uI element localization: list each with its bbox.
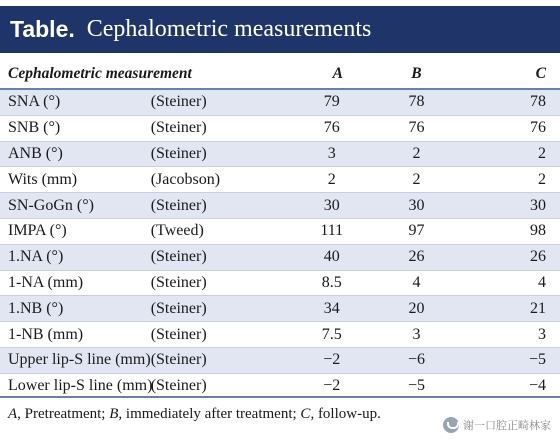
cell-a: 7.5 xyxy=(321,325,342,343)
cell-a: 76 xyxy=(323,119,340,137)
table-row xyxy=(0,347,560,373)
cell-measurement: Wits (mm) xyxy=(8,170,78,188)
cell-b: 4 xyxy=(412,273,421,291)
header-row xyxy=(0,60,560,89)
cell-measurement: 1-NB (mm) xyxy=(8,325,84,343)
cell-reference: (Jacobson) xyxy=(150,170,221,188)
cell-b: 78 xyxy=(374,89,459,115)
cell-a: 111 xyxy=(320,222,344,240)
table-row xyxy=(0,141,560,167)
table-row xyxy=(0,270,560,296)
cell-measurement: 1-NA (mm) xyxy=(8,273,84,291)
cell-b: 26 xyxy=(374,244,459,270)
cephalometric-table xyxy=(0,60,560,400)
cell-b: 76 xyxy=(408,119,425,137)
table-title: Cephalometric measurements xyxy=(86,16,372,42)
cell-b: −6 xyxy=(374,347,459,373)
cell-c: 78 xyxy=(459,89,560,115)
cell-b: 3 xyxy=(412,325,421,343)
cell-measurement: Lower lip-S line (mm) xyxy=(8,377,153,395)
watermark-text: 谢一口腔正畸林家 xyxy=(463,419,551,432)
table-row xyxy=(0,115,560,141)
table-row xyxy=(0,244,560,270)
table-row xyxy=(0,167,560,193)
cell-reference: (Steiner) xyxy=(150,325,207,343)
wechat-icon xyxy=(443,417,459,433)
cell-c: 76 xyxy=(530,119,546,137)
cell-measurement: 1.NB (°) xyxy=(0,296,145,322)
cell-a: 40 xyxy=(289,244,374,270)
cell-a: 3 xyxy=(289,141,374,167)
cell-c: 21 xyxy=(459,296,560,322)
cell-c: 2 xyxy=(538,170,546,188)
cell-a: 79 xyxy=(289,89,374,115)
table-title-bar xyxy=(0,6,560,53)
cell-reference: (Tweed) xyxy=(150,222,204,240)
header-c: C xyxy=(459,60,560,89)
cell-b: 2 xyxy=(374,141,459,167)
footnote-text-b: , immediately after treatment; xyxy=(118,406,301,422)
footnote-key-a: A xyxy=(8,406,18,422)
cell-measurement: SNB (°) xyxy=(8,119,61,137)
footnote-key-b: B xyxy=(109,406,119,422)
cell-c: 98 xyxy=(530,222,546,240)
cell-a: 34 xyxy=(289,296,374,322)
cell-measurement: ANB (°) xyxy=(0,141,145,167)
cell-b: 97 xyxy=(408,222,425,240)
table-row xyxy=(0,296,560,322)
cell-measurement: Upper lip-S line (mm) xyxy=(0,347,145,373)
watermark xyxy=(440,416,554,434)
table-row xyxy=(0,89,560,115)
cell-reference: (Steiner) xyxy=(150,273,207,291)
cell-c: 3 xyxy=(538,325,546,343)
footnote-text-c: , follow-up. xyxy=(310,406,381,422)
cell-c: −4 xyxy=(528,377,546,395)
cell-b: 20 xyxy=(374,296,459,322)
table-row xyxy=(0,218,560,244)
cell-measurement: IMPA (°) xyxy=(8,222,67,240)
cell-reference: (Steiner) xyxy=(145,141,290,167)
cell-reference: (Steiner) xyxy=(145,244,290,270)
cell-b: 30 xyxy=(374,193,459,219)
cell-a: 8.5 xyxy=(321,273,342,291)
cell-c: 30 xyxy=(459,193,560,219)
cell-c: 26 xyxy=(459,244,560,270)
footnote-key-c: C xyxy=(300,406,311,422)
cell-c: 4 xyxy=(538,273,546,291)
cell-a: −2 xyxy=(289,347,374,373)
cell-measurement: SN-GoGn (°) xyxy=(0,193,145,219)
header-measurement: Cephalometric measurement xyxy=(0,60,289,89)
cell-a: 30 xyxy=(289,193,374,219)
cell-a: 2 xyxy=(327,170,336,188)
cell-c: −5 xyxy=(459,347,560,373)
cell-measurement: 1.NA (°) xyxy=(0,244,145,270)
cell-b: 2 xyxy=(412,170,421,188)
cell-reference: (Steiner) xyxy=(150,119,207,137)
cell-a: −2 xyxy=(323,377,341,395)
cell-reference: (Steiner) xyxy=(145,347,290,373)
cell-reference: (Steiner) xyxy=(145,296,290,322)
table-label: Table. xyxy=(10,16,75,42)
header-a: A xyxy=(289,60,374,89)
table-row xyxy=(0,193,560,219)
cell-reference: (Steiner) xyxy=(145,89,290,115)
cell-reference: (Steiner) xyxy=(150,377,207,395)
cell-b: −5 xyxy=(407,377,425,395)
cell-c: 2 xyxy=(459,141,560,167)
footnote-text-a: , Pretreatment; xyxy=(17,406,110,422)
cell-measurement: SNA (°) xyxy=(0,89,145,115)
cell-reference: (Steiner) xyxy=(145,193,290,219)
table-row xyxy=(0,322,560,348)
header-b: B xyxy=(374,60,459,89)
